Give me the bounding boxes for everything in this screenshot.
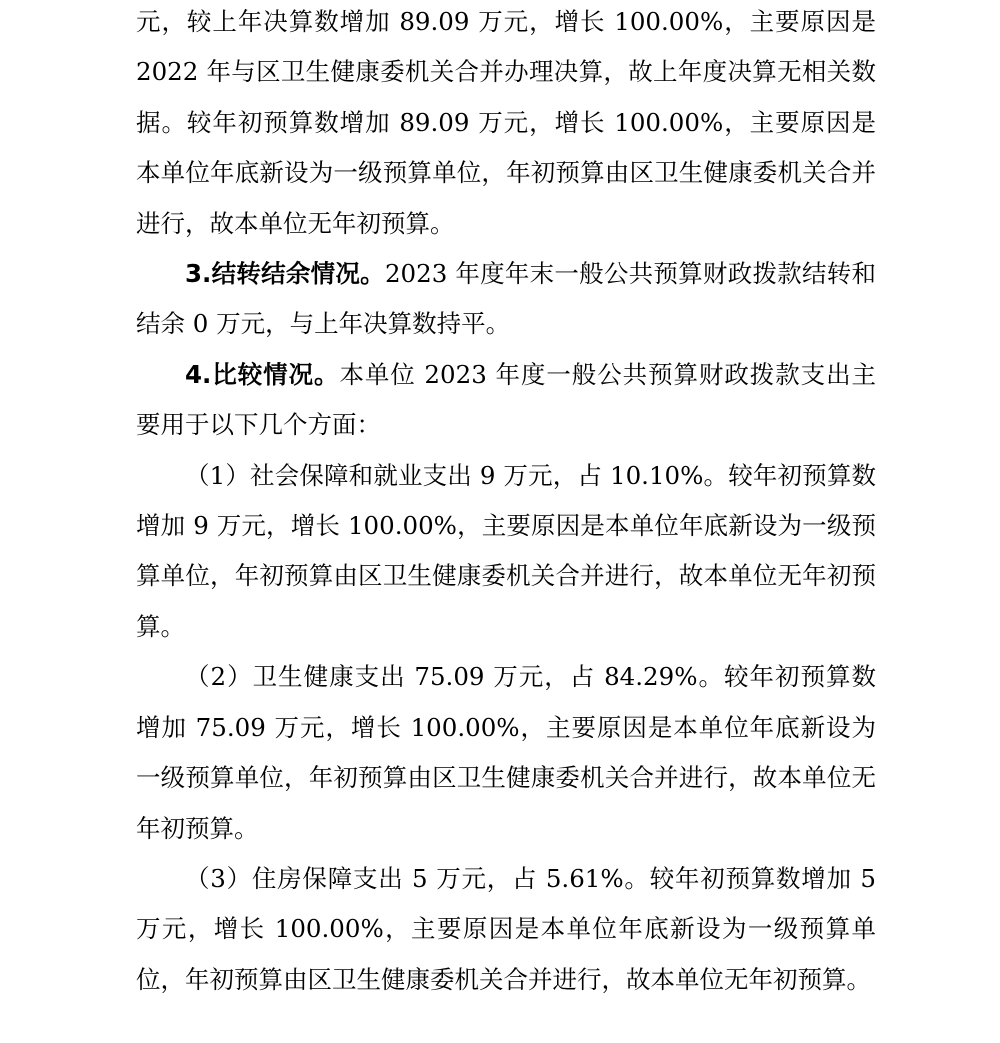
paragraph-comparison	[136, 350, 876, 451]
paragraph-text: 2023 年度年末一般公共预算财政拨款结转和结余 0 万元，与上年决算数持平。	[136, 259, 876, 339]
paragraph-health	[136, 652, 876, 854]
paragraph-text: 本单位 2023 年度一般公共预算财政拨款支出主要用于以下几个方面：	[136, 359, 876, 440]
section-heading-comparison: 4.比较情况。	[185, 359, 340, 389]
paragraph-text: 元，较上年决算数增加 89.09 万元，增长 100.00%，主要原因是 2022 年与区卫生健康委机关合并办理决算，故上年度决算无相关数据。较年初预算数增加 89.09 万元，增长 100.00%，主要原因是本单位年底新设为一级预算单位，年初预算由区卫生健康委机关合并进行，故本单位无年初预算。	[136, 7, 876, 238]
paragraph-text: （1）社会保障和就业支出 9 万元，占 10.10%。较年初预算数增加 9 万元，增长 100.00%，主要原因是本单位年底新设为一级预算单位，年初预算由区卫生健康委机关合并进行，故本单位无年初预算。	[136, 460, 876, 641]
paragraph-text: （2）卫生健康支出 75.09 万元，占 84.29%。较年初预算数增加 75.09 万元，增长 100.00%，主要原因是本单位年底新设为一级预算单位，年初预算由区卫生健康委机关合并进行，故本单位无年初预算。	[136, 662, 876, 843]
paragraph-social-security	[136, 451, 876, 653]
paragraph-budget-continuation	[136, 0, 876, 249]
paragraph-text: （3）住房保障支出 5 万元，占 5.61%。较年初预算数增加 5 万元，增长 100.00%，主要原因是本单位年底新设为一级预算单位，年初预算由区卫生健康委机关合并进行，故本单位无年初预算。	[136, 863, 876, 994]
document-page	[136, 0, 876, 1005]
section-heading-carryover: 3.结转结余情况。	[185, 259, 385, 289]
paragraph-carryover-balance	[136, 249, 876, 350]
paragraph-housing	[136, 854, 876, 1005]
